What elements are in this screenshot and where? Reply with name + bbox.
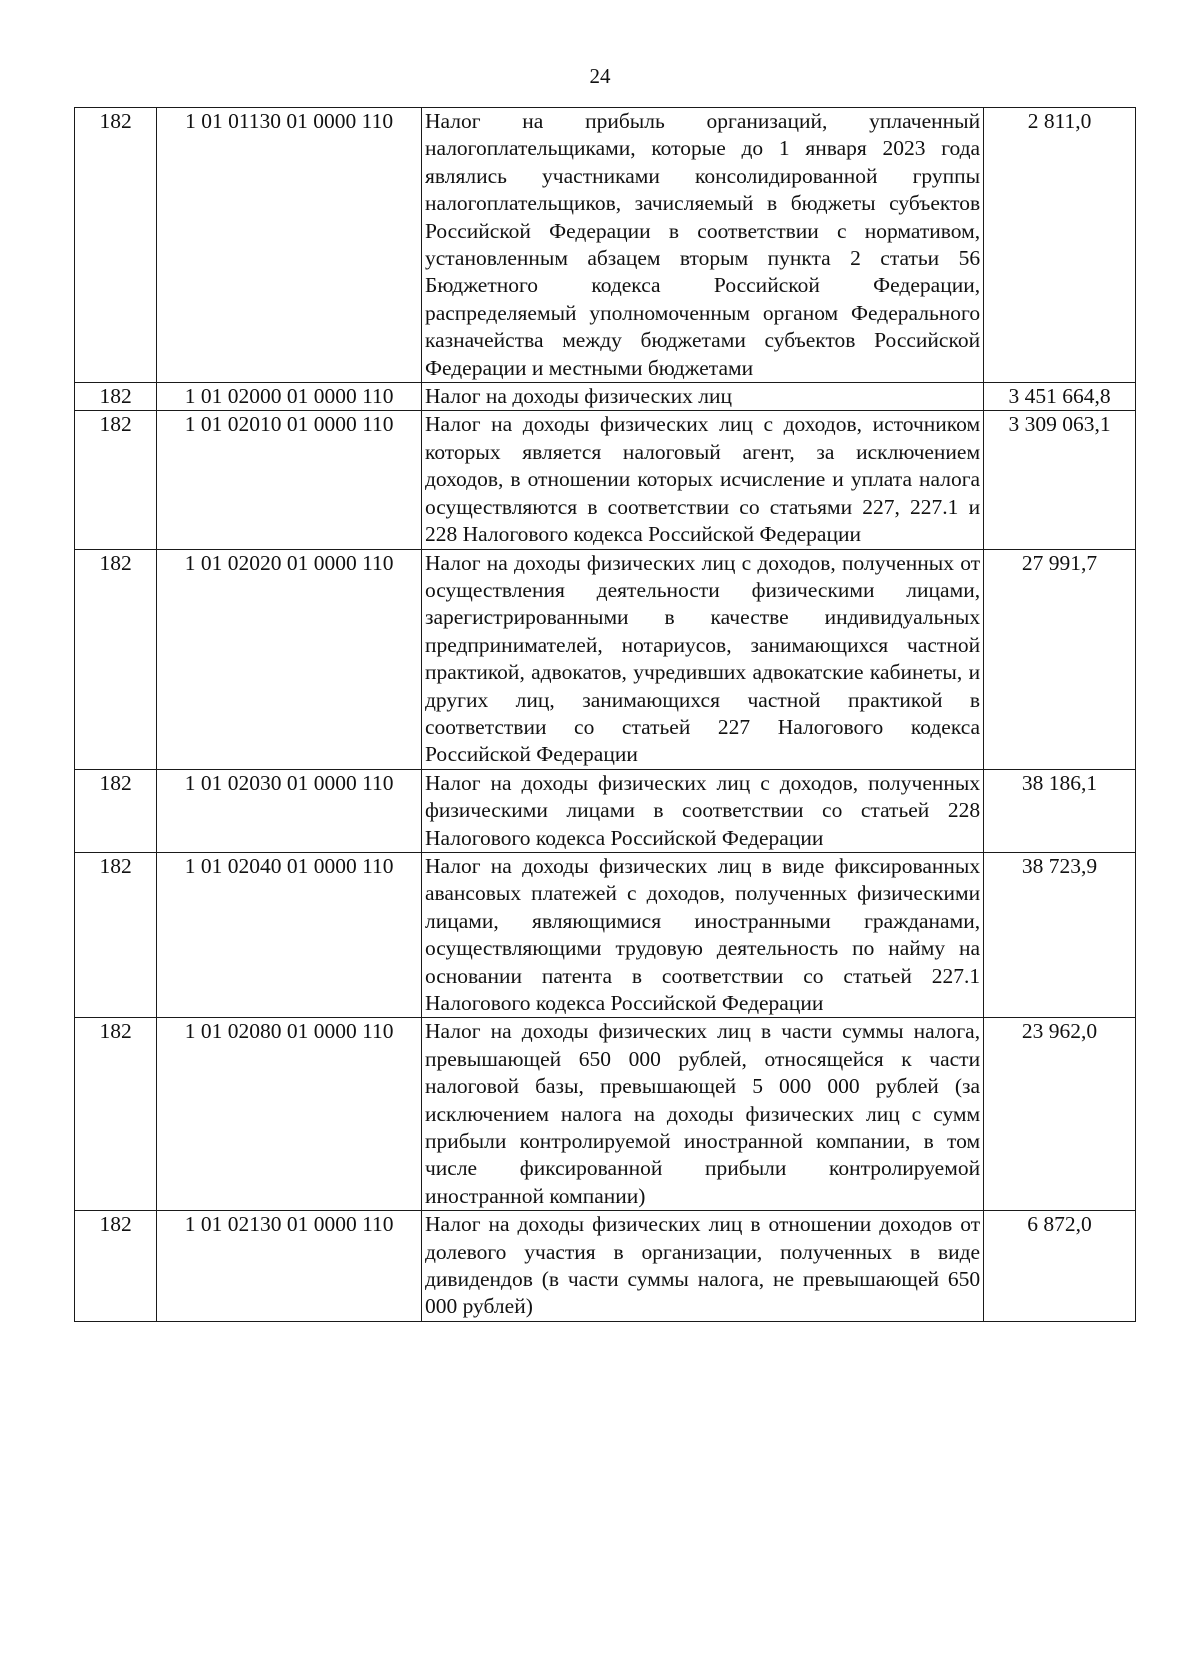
admin-code-cell: 182 bbox=[75, 411, 157, 549]
revenue-name-cell: Налог на доходы физических лиц bbox=[421, 383, 983, 411]
revenue-table bbox=[74, 107, 1136, 1322]
table-row bbox=[75, 1018, 1136, 1211]
table-row bbox=[75, 852, 1136, 1017]
revenue-name-cell: Налог на доходы физических лиц с доходов, полученных от осуществления деятельности физическими лицами, зарегистрированными в качестве индивидуальных предпринимателей, нотариусов, занимающихся частной практикой, адвокатов, учредивших адвокатские кабинеты, и других лиц, занимающихся частной практикой в соответствии со статьей 227 Налогового кодекса Российской Федерации bbox=[421, 549, 983, 769]
admin-code-cell: 182 bbox=[75, 1018, 157, 1211]
budget-classification-code-cell: 1 01 02080 01 0000 110 bbox=[157, 1018, 422, 1211]
amount-cell: 2 811,0 bbox=[984, 108, 1136, 383]
table-row bbox=[75, 411, 1136, 549]
admin-code-cell: 182 bbox=[75, 108, 157, 383]
amount-cell: 3 309 063,1 bbox=[984, 411, 1136, 549]
admin-code-cell: 182 bbox=[75, 1211, 157, 1322]
admin-code-cell: 182 bbox=[75, 852, 157, 1017]
table-row bbox=[75, 549, 1136, 769]
admin-code-cell: 182 bbox=[75, 769, 157, 852]
amount-cell: 38 186,1 bbox=[984, 769, 1136, 852]
table-row bbox=[75, 769, 1136, 852]
revenue-name-cell: Налог на прибыль организаций, уплаченный налогоплательщиками, которые до 1 января 2023 года являлись участниками консолидированной группы налогоплательщиков, зачисляемый в бюджеты субъектов Российской Федерации в соответствии с нормативом, установленным абзацем вторым пункта 2 статьи 56 Бюджетного кодекса Российской Федерации, распределяемый уполномоченным органом Федерального казначейства между бюджетами субъектов Российской Федерации и местными бюджетами bbox=[421, 108, 983, 383]
revenue-name-cell: Налог на доходы физических лиц с доходов, источником которых является налоговый агент, за исключением доходов, в отношении которых исчисление и уплата налога осуществляются в соответствии со статьями 227, 227.1 и 228 Налогового кодекса Российской Федерации bbox=[421, 411, 983, 549]
budget-classification-code-cell: 1 01 02040 01 0000 110 bbox=[157, 852, 422, 1017]
budget-classification-code-cell: 1 01 02020 01 0000 110 bbox=[157, 549, 422, 769]
table-row bbox=[75, 1211, 1136, 1322]
budget-classification-code-cell: 1 01 02000 01 0000 110 bbox=[157, 383, 422, 411]
budget-classification-code-cell: 1 01 02030 01 0000 110 bbox=[157, 769, 422, 852]
page-number: 24 bbox=[589, 64, 611, 88]
budget-classification-code-cell: 1 01 02010 01 0000 110 bbox=[157, 411, 422, 549]
budget-classification-code-cell: 1 01 02130 01 0000 110 bbox=[157, 1211, 422, 1322]
admin-code-cell: 182 bbox=[75, 549, 157, 769]
amount-cell: 6 872,0 bbox=[984, 1211, 1136, 1322]
table-row bbox=[75, 108, 1136, 383]
revenue-name-cell: Налог на доходы физических лиц в части суммы налога, превышающей 650 000 рублей, относящейся к части налоговой базы, превышающей 5 000 000 рублей (за исключением налога на доходы физических лиц с сумм прибыли контролируемой иностранной компании, в том числе фиксированной прибыли контролируемой иностранной компании) bbox=[421, 1018, 983, 1211]
amount-cell: 23 962,0 bbox=[984, 1018, 1136, 1211]
budget-classification-code-cell: 1 01 01130 01 0000 110 bbox=[157, 108, 422, 383]
amount-cell: 27 991,7 bbox=[984, 549, 1136, 769]
revenue-name-cell: Налог на доходы физических лиц с доходов, полученных физическими лицами в соответствии со статьей 228 Налогового кодекса Российской Федерации bbox=[421, 769, 983, 852]
admin-code-cell: 182 bbox=[75, 383, 157, 411]
table-row bbox=[75, 383, 1136, 411]
amount-cell: 3 451 664,8 bbox=[984, 383, 1136, 411]
revenue-name-cell: Налог на доходы физических лиц в виде фиксированных авансовых платежей с доходов, полученных физическими лицами, являющимися иностранными гражданами, осуществляющими трудовую деятельность по найму на основании патента в соответствии со статьей 227.1 Налогового кодекса Российской Федерации bbox=[421, 852, 983, 1017]
revenue-name-cell: Налог на доходы физических лиц в отношении доходов от долевого участия в организации, полученных в виде дивидендов (в части суммы налога, не превышающей 650 000 рублей) bbox=[421, 1211, 983, 1322]
amount-cell: 38 723,9 bbox=[984, 852, 1136, 1017]
